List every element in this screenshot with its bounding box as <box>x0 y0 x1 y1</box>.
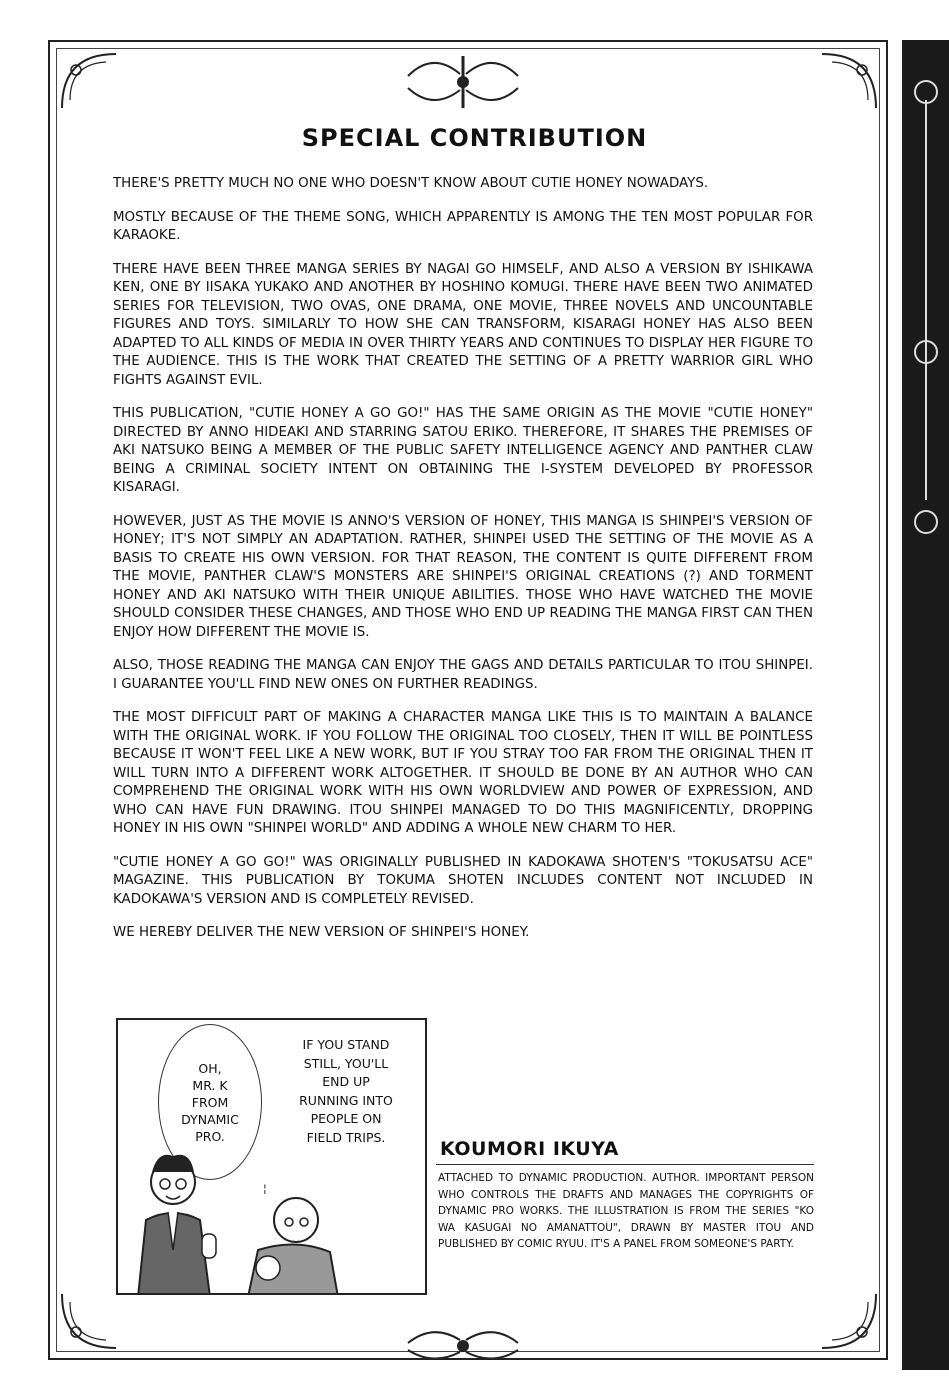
sfx-mark: ¦ <box>263 1182 267 1195</box>
corner-ornament-top-right <box>812 48 882 118</box>
top-flourish-ornament <box>398 46 528 116</box>
panel-illustration <box>118 1020 427 1295</box>
bottom-flourish-ornament <box>398 1318 528 1368</box>
paragraph: HOWEVER, JUST AS THE MOVIE IS ANNO'S VERSION OF HONEY, THIS MANGA IS SHINPEI'S VERSION OF HONEY; IT'S NOT SIMPLY AN ADAPTATION. RATHER, SHINPEI USED THE SETTING OF THE MOVIE AS A BASIS TO CREATE HIS OWN VERSION. FOR THAT REASON, THE CONTENT IS QUITE DIFFERENT FROM THE MOVIE, PANTHER CLAW'S MONSTERS ARE SHINPEI'S ORIGINAL CREATIONS (?) AND TORMENT HONEY AND AKI NATSUKO WITH THEIR UNIQUE ABILITIES. THOSE WHO HAVE WATCHED THE MOVIE SHOULD CONSIDER THESE CHANGES, AND THOSE WHO END UP READING THE MANGA FIRST CAN THEN ENJOY HOW DIFFERENT THE MOVIE IS. <box>113 513 813 640</box>
paragraph: MOSTLY BECAUSE OF THE THEME SONG, WHICH APPARENTLY IS AMONG THE TEN MOST POPULAR FOR KARAOKE. <box>113 209 813 243</box>
paragraph: ALSO, THOSE READING THE MANGA CAN ENJOY THE GAGS AND DETAILS PARTICULAR TO ITOU SHINPEI. I GUARANTEE YOU'LL FIND NEW ONES ON FURTHER READINGS. <box>113 658 813 692</box>
author-name: KOUMORI IKUYA <box>440 1138 619 1160</box>
paragraph: WE HEREBY DELIVER THE NEW VERSION OF SHINPEI'S HONEY. <box>113 925 530 940</box>
author-divider <box>436 1164 814 1165</box>
paragraph: THE MOST DIFFICULT PART OF MAKING A CHARACTER MANGA LIKE THIS IS TO MAINTAIN A BALANCE WITH THE ORIGINAL WORK. IF YOU FOLLOW THE ORIGINAL TOO CLOSELY, THEN IT WILL BE POINTLESS BECAUSE IT WON'T FEEL LIKE A NEW WORK, BUT IF YOU STRAY TOO FAR FROM THE ORIGINAL THEN IT WILL TURN INTO A DIFFERENT WORK ALTOGETHER. IT SHOULD BE DONE BY AN AUTHOR WHO CAN COMPREHEND THE ORIGINAL WORK WITH HIS OWN WORLDVIEW AND POWER OF EXPRESSION, AND WHO CAN HAVE FUN DRAWING. ITOU SHINPEI MANAGED TO DO THIS MAGNIFICENTLY, DROPPING HONEY IN HIS OWN "SHINPEI WORLD" AND ADDING A WHOLE NEW CHARM TO HER. <box>113 710 813 836</box>
speech-text-right: IF YOU STAND STILL, YOU'LL END UP RUNNING INTO PEOPLE ON FIELD TRIPS. <box>299 1037 393 1145</box>
corner-ornament-top-left <box>56 48 126 118</box>
paragraph: "CUTIE HONEY A GO GO!" WAS ORIGINALLY PUBLISHED IN KADOKAWA SHOTEN'S "TOKUSATSU ACE" MAGAZINE. THIS PUBLICATION BY TOKUMA SHOTEN INCLUDES CONTENT NOT INCLUDED IN KADOKAWA'S VERSION AND IS COMPLETELY REVISED. <box>113 854 813 907</box>
corner-ornament-bottom-right <box>812 1284 882 1354</box>
page-title: SPECIAL CONTRIBUTION <box>301 124 648 152</box>
character-man-right <box>248 1198 338 1295</box>
paragraph: THERE'S PRETTY MUCH NO ONE WHO DOESN'T KNOW ABOUT CUTIE HONEY NOWADAYS. <box>113 176 709 191</box>
speech-bubble-left: OH, MR. K FROM DYNAMIC PRO. <box>158 1024 262 1180</box>
article-body <box>113 175 813 958</box>
adjacent-page-edge <box>902 40 949 1370</box>
character-man-left <box>138 1155 216 1295</box>
paragraph: THERE HAVE BEEN THREE MANGA SERIES BY NAGAI GO HIMSELF, AND ALSO A VERSION BY ISHIKAWA KEN, ONE BY IISAKA YUKAKO AND ANOTHER BY HOSHINO KOMUGI. THERE HAVE BEEN TWO ANIMATED SERIES FOR TELEVISION, TWO OVAS, ONE DRAMA, ONE MOVIE, THREE NOVELS AND UNCOUNTABLE FIGURES AND TOYS. SIMILARLY TO HOW SHE CAN TRANSFORM, KISARAGI HONEY HAS ALSO BEEN ADAPTED TO ALL KINDS OF MEDIA IN OVER THIRTY YEARS AND CONTINUES TO DISPLAY HER FIGURE TO THE AUDIENCE. THIS IS THE WORK THAT CREATED THE SETTING OF A PRETTY WARRIOR GIRL WHO FIGHTS AGAINST EVIL. <box>113 261 813 388</box>
author-bio: ATTACHED TO DYNAMIC PRODUCTION. AUTHOR. IMPORTANT PERSON WHO CONTROLS THE DRAFTS AND MANAGES THE COPYRIGHTS OF DYNAMIC PRO WORKS. THE ILLUSTRATION IS FROM THE SERIES "KO WA KASUGAI NO AMANATTOU", DRAWN BY MASTER ITOU AND PUBLISHED BY COMIC RYUU. IT'S A PANEL FROM SOMEONE'S PARTY. <box>438 1172 814 1250</box>
manga-panel <box>116 1018 427 1295</box>
paragraph: THIS PUBLICATION, "CUTIE HONEY A GO GO!" HAS THE SAME ORIGIN AS THE MOVIE "CUTIE HONEY" DIRECTED BY ANNO HIDEAKI AND STARRING SATOU ERIKO. THEREFORE, IT SHARES THE PREMISES OF AKI NATSUKO BEING A MEMBER OF THE PUBLIC SAFETY INTELLIGENCE AGENCY AND PANTHER CLAW BEING A CRIMINAL SOCIETY INTENT ON OBTAINING THE I-SYSTEM DEVELOPED BY PROFESSOR KISARAGI. <box>113 406 813 495</box>
